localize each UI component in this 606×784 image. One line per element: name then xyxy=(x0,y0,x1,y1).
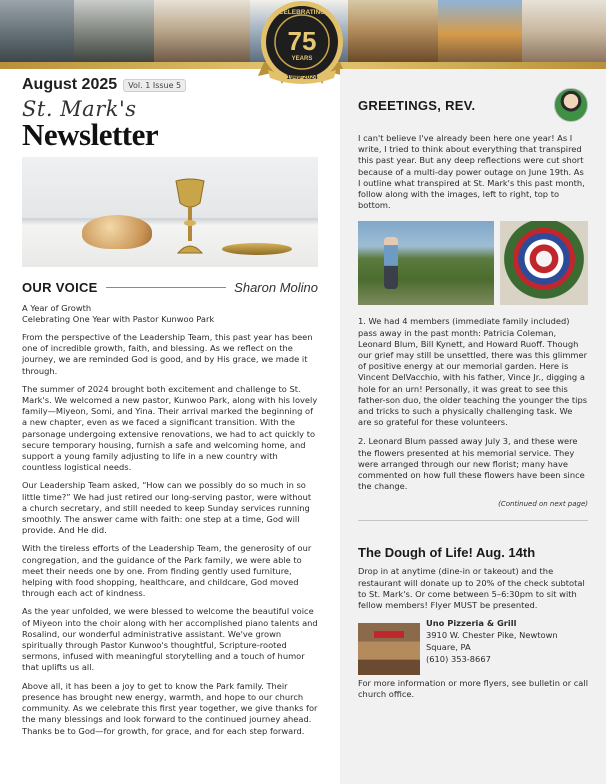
bread-loaf xyxy=(82,215,152,249)
heading-rule xyxy=(106,287,227,288)
venue-name: Uno Pizzeria & Grill xyxy=(426,618,517,629)
memorial-garden-photo xyxy=(358,221,494,305)
venue-phone: (610) 353-8667 xyxy=(426,654,491,665)
our-voice-subtitle xyxy=(22,303,318,325)
venue-address-line-1: 3910 W. Chester Pike, Newtown xyxy=(426,630,558,641)
pastor-avatar xyxy=(554,88,588,122)
our-voice-paragraph: As the year unfolded, we were blessed to welcome the beautiful voice of Miyeon into the choir along with her accomplished piano talents and Rosalind, our wonderful administrative assistant. We've grown spiritually through Pastor Kunwoo's thoughtful, Scripture-rooted sermons, infused with meaningful storytelling and a touch of humor that uplifts us all. xyxy=(22,606,318,673)
memorial-flowers-photo xyxy=(500,221,588,305)
section-divider xyxy=(358,520,588,521)
issue-line xyxy=(22,76,318,94)
venue-info xyxy=(426,617,558,675)
paten-plate xyxy=(222,243,292,255)
banner-photo-gathering xyxy=(522,0,606,62)
our-voice-paragraph: From the perspective of the Leadership Team, this past year has been one of incredible growth, faith, and blessing. As we reflect on the journey, we are reminded God is good, and by His grace, we made it through. xyxy=(22,332,313,376)
dough-description: Drop in at anytime (dine-in or takeout) and the restaurant will donate up to 20% of the check subtotal to St. Mark's. Or come between 5–6:30pm to sit with fellow members! Flyer MUST be presented. xyxy=(358,566,585,611)
our-voice-paragraph: Above all, it has been a joy to get to know the Park family. Their presence has brought new energy, warmth, and hope to our church community. As we celebrate this first year together, we give thanks for the many blessings and look forward to the continued journey ahead. Thanks be to God—for growth, for grace, and for each step forward. xyxy=(22,680,318,736)
volume-badge: Vol. 1 Issue 5 xyxy=(123,79,186,92)
our-voice-heading: OUR VOICE xyxy=(22,280,98,295)
church-script-name: St. Mark's xyxy=(22,97,137,121)
our-voice-header xyxy=(22,280,318,295)
banner-photo-youth xyxy=(438,0,522,62)
greetings-heading: GREETINGS, REV. xyxy=(358,97,476,113)
subtitle-line-2: Celebrating One Year with Pastor Kunwoo Park xyxy=(22,314,215,324)
issue-month: August 2025 xyxy=(22,76,118,93)
restaurant-photo xyxy=(358,623,420,675)
banner-photo-old-building xyxy=(74,0,154,62)
banner-photo-congregation xyxy=(348,0,438,62)
banner-photo-church xyxy=(0,0,74,62)
our-voice-paragraph: Our Leadership Team asked, “How can we possibly do so much in so little time?” We had just retired our long-serving pastor, were without a church secretary, and still needed to keep Sunday services running smoothly. The answer came with faith: one step at a time, God will provide. And He did. xyxy=(22,480,312,536)
banner-photo-clergy xyxy=(154,0,250,62)
greetings-photos xyxy=(358,221,588,305)
seal-top-text: CELEBRATING xyxy=(278,9,326,16)
right-column xyxy=(358,88,588,701)
subtitle-line-1: A Year of Growth xyxy=(22,303,92,313)
continued-note: (Continued on next page) xyxy=(498,500,588,509)
communion-photo xyxy=(22,157,318,267)
our-voice-paragraph: With the tireless efforts of the Leadership Team, the generosity of our congregation, and the guidance of the Park family, we were able to meet their needs one by one. From finding gently used furniture, helping with food shopping, healthcare, and childcare, God moved through each act of kindness. xyxy=(22,543,312,599)
greetings-item-1: 1. We had 4 members (immediate family included) pass away in the past month: Patricia Coleman, Leonard Blum, Bill Kynett, and Howard Ruoff. Though our grief may still be unsettled, there was this glimmer of positive energy at our memorial garden. Here is Vincent DelVacchio, with his father, Vince Jr., digging a hole for an urn! Personally, it was great to see this father-son duo, the older teaching the younger the tips and tricks to such a physically challenging task. We are so grateful for these volunteers. xyxy=(358,316,588,428)
our-voice-paragraph: The summer of 2024 brought both excitement and challenge to St. Mark's. We welcomed a new pastor, Kunwoo Park, along with his lovely family—Miyeon, Somi, and Yina. Their arrival marked the beginning of a new chapter, even as we faced a significant transition. With the parsonage undergoing extensive renovations, we had to act quickly to secure temporary housing, furnish a safe and welcoming home, and support a young family adjusting to life in a new country with countless logistical needs. xyxy=(22,383,318,473)
our-voice-author: Sharon Molino xyxy=(234,280,318,295)
greetings-item-2: 2. Leonard Blum passed away July 3, and these were the flowers presented at his memorial service. They were arranged through our new florist; many have commented on how full these flowers have been since the change. xyxy=(358,436,585,492)
chalice-icon xyxy=(172,177,208,257)
venue-address-line-2: Square, PA xyxy=(426,642,471,653)
seal-years: 1949-2024 xyxy=(286,74,318,81)
left-column xyxy=(22,76,318,737)
seal-number: 75 xyxy=(287,26,317,56)
greetings-header xyxy=(358,88,588,122)
venue-block xyxy=(358,617,588,675)
newsletter-title: Newsletter xyxy=(22,117,159,152)
seal-sub-text: YEARS xyxy=(291,56,313,62)
more-info-note: For more information or more flyers, see bulletin or call church office. xyxy=(358,678,588,700)
greetings-intro: I can't believe I've already been here one year! As I write, I tried to think about everything that transpired this past year. But any deep reflections were cut short because of a multi-day power outage on June 19th. As I outline what transpired at St. Mark's this past month, follow along with the images, left to right, top to bottom. xyxy=(358,133,585,211)
dough-heading: The Dough of Life! Aug. 14th xyxy=(358,545,536,561)
